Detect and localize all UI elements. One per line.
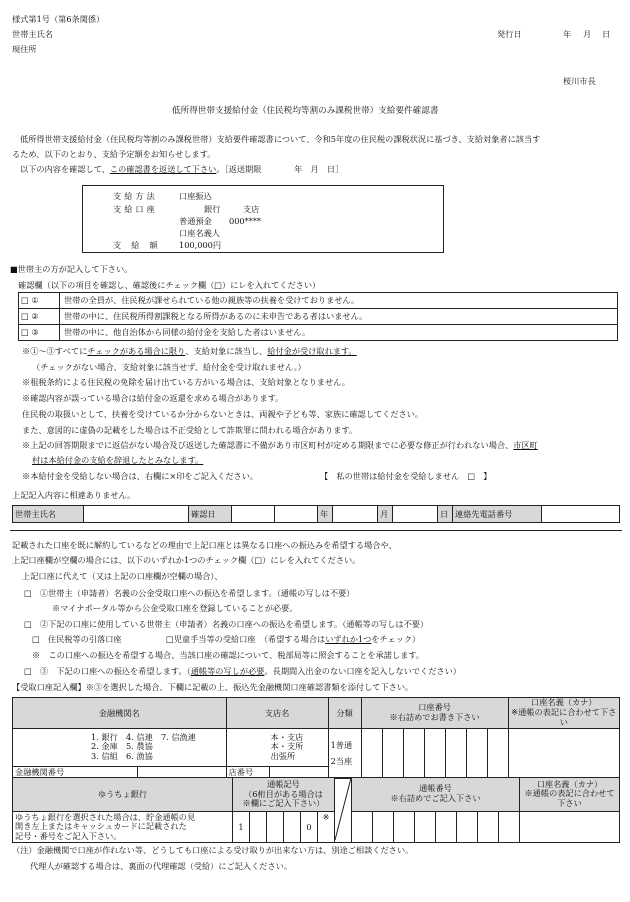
note-7: ※上記の回答期限までに返信がない場合及び返送した確認書に不備があり市区町村が定める期限までに必要な修正が行われない場合、市区町	[22, 440, 538, 450]
confirm-month-unit: 月	[378, 506, 393, 523]
phone-header: 連絡先電話番号	[453, 506, 542, 523]
symbol-sixth-digit[interactable]: ※	[318, 811, 335, 843]
footer-note-2: 代理人が確認する場合は、裏面の代理確認（受給）にご記入ください。	[30, 861, 293, 871]
yucho-holder-field[interactable]	[520, 811, 620, 843]
branch-label: 支店	[243, 204, 260, 214]
symbol-digit[interactable]	[250, 811, 267, 843]
check-text-2: 世帯の中に、住民税所得割課税となる所得があるのに未申告である者はいません。	[60, 309, 618, 325]
address-label: 現住所	[12, 44, 37, 54]
note-8: ※本給付金を受給しない場合は、右欄に×印をご記入ください。	[22, 471, 259, 481]
option-2-b[interactable]: □児童手当等の受給口座 （希望する場合はいずれか1つをチェック）	[166, 634, 421, 644]
confirm-text: 上記記入内容に相違ありません。	[12, 490, 136, 500]
issue-date-label: 発行日	[497, 29, 522, 39]
check-box-1[interactable]: □ ①	[19, 293, 60, 309]
note-2: （チェックがない場合、支給対象に該当せず、給付金を受け取れません。）	[32, 362, 306, 372]
option-1[interactable]: □ ①世帯主（申請者）名義の公金受取口座への振込を希望します。（通帳の写しは不要）	[24, 588, 355, 598]
branch-header: 支店名	[226, 698, 328, 729]
account-digit[interactable]	[382, 728, 403, 778]
option-2-a[interactable]: □ 住民税等の引落口座	[32, 634, 122, 644]
footer-note-1: （注）金融機関で口座が作れない等、どうしても口座による受け取りが出来ない方は、別途ご相談ください。	[12, 845, 414, 855]
account-holder-header: 口座名義（カナ） ※通帳の表記に合わせて下さい	[508, 698, 619, 729]
symbol-digit[interactable]	[284, 811, 301, 843]
yucho-holder-header: 口座名義（カナ） ※通帳の表記に合わせて下さい	[520, 778, 620, 812]
account-holder-field[interactable]	[508, 728, 619, 778]
confirmation-checklist	[18, 292, 618, 341]
passbook-digit[interactable]	[352, 811, 373, 843]
passbook-digit[interactable]	[436, 811, 457, 843]
issue-day: 日	[602, 29, 611, 39]
issue-year: 年	[563, 29, 572, 39]
account-digit[interactable]	[487, 728, 508, 778]
signature-row	[12, 505, 620, 523]
confirm-year-field[interactable]	[232, 506, 275, 523]
passbook-number-header: 通帳番号 ※右詰めでご記入下さい	[352, 778, 520, 812]
householder-name-header: 世帯主氏名	[13, 506, 84, 523]
intro-line-2: るため、以下のとおり、支給予定額をお知らせします。	[12, 149, 216, 159]
return-instruction: この確認書を返送して下さい	[109, 164, 217, 174]
institution-header: 金融機関名	[13, 698, 227, 729]
slash-line	[335, 778, 351, 840]
symbol-digit-zero: 0	[301, 811, 318, 843]
branch-code-label: 店番号	[226, 766, 269, 778]
payment-method-label: 支給方法	[113, 191, 158, 201]
symbol-digit[interactable]	[267, 811, 284, 843]
account-digit[interactable]	[466, 728, 487, 778]
account-number: 000****	[229, 216, 262, 226]
bank-account-table	[12, 697, 620, 779]
intro-line-3: 以下の内容を確認して、この確認書を返送して下さい。［返送期限 年 月 日］	[20, 164, 344, 174]
account-digit[interactable]	[361, 728, 382, 778]
check-text-3: 世帯の中に、他自治体から同様の給付金を支給した者はいません。	[60, 325, 618, 341]
check-item-3	[19, 325, 618, 341]
account-holder: 口座名義人	[179, 228, 220, 238]
branch-type-field[interactable]: 本・支店 本・支所 出張所	[226, 728, 328, 766]
issuer: 桜川市長	[563, 76, 596, 86]
check-box-3[interactable]: □ ③	[19, 325, 60, 341]
payment-info-box	[82, 185, 444, 253]
payment-account-label: 支給口座	[113, 204, 158, 214]
householder-name-label: 世帯主氏名	[12, 29, 53, 39]
passbook-digit[interactable]	[394, 811, 415, 843]
account-kind-field[interactable]: 1普通 2当座	[328, 728, 361, 778]
passbook-digit[interactable]	[499, 811, 520, 843]
section2-p3: 上記口座に代えて（又は上記の口座欄が空欄の場合）、	[22, 571, 223, 581]
confirm-day-field[interactable]	[393, 506, 438, 523]
note-1: ※①〜③すべてにチェックがある場合に限り、支給対象に該当し、給付金が受け取れます。	[22, 346, 357, 356]
confirm-day-unit: 日	[438, 506, 453, 523]
confirm-date-header: 確認日	[189, 506, 232, 523]
confirm-month-field[interactable]	[333, 506, 378, 523]
intro-line-1: 低所得世帯支援給付金（住民税均等割のみ課税世帯）支給要件確認書について、令和5年度の住民税の課税状況に基づき、支給対象者に該当す	[20, 134, 541, 144]
passbook-digit[interactable]	[415, 811, 436, 843]
option-2-note: ※ この口座への振込を希望する場合、当該口座の確認について、税部局等に照会することを承諾します。	[32, 650, 425, 660]
check-box-2[interactable]: □ ②	[19, 309, 60, 325]
payment-amount-value: 100,000円	[179, 240, 222, 250]
account-heading: 【受取口座記入欄】※③を選択した場合、下欄に記載の上、振込先金融機関口座確認書類を添付して下さい。	[12, 682, 414, 692]
bank-label: 銀行	[204, 204, 221, 214]
note-3: ※租税条約による住民税の免除を届け出ている方がいる場合は、支給対象となりません。	[22, 377, 350, 387]
payment-method-value: 口座振込	[179, 191, 212, 201]
confirm-year-unit: 年	[318, 506, 333, 523]
account-digit[interactable]	[424, 728, 445, 778]
yucho-account-table	[12, 777, 620, 843]
institution-type-field[interactable]: 1. 銀行 4. 信連 7. 信漁連 2. 金庫 5. 農協 3. 信組 6. 漁協	[13, 728, 227, 766]
symbol-digit-1: 1	[233, 811, 250, 843]
kind-header: 分類	[328, 698, 361, 729]
decline-checkbox[interactable]: 【 私の世帯は給付金を受給しません □ 】	[320, 471, 492, 481]
slash-separator	[335, 778, 352, 843]
passbook-digit[interactable]	[373, 811, 394, 843]
phone-field[interactable]	[542, 506, 620, 523]
institution-code-label: 金融機関番号	[13, 766, 138, 778]
account-type: 普通預金	[179, 216, 212, 226]
divider	[10, 530, 622, 531]
issue-month: 月	[583, 29, 592, 39]
form-number: 様式第1号（第6条関係）	[12, 14, 105, 24]
account-number-header: 口座番号 ※右詰めでお書き下さい	[361, 698, 508, 729]
passbook-symbol-header: 通帳記号 （6桁目がある場合は ※欄にご記入下さい）	[233, 778, 335, 812]
check-text-1: 世帯の全員が、住民税が課せられている他の親族等の扶養を受けておりません。	[60, 293, 618, 309]
section1-instruction: 確認欄（以下の項目を確認し、確認後にチェック欄（□）にレを入れてください）	[18, 280, 321, 290]
section2-p1: 記載された口座を既に解約しているなどの理由で上記口座とは異なる口座への振込みを希望する場合や、	[12, 540, 397, 550]
account-digit[interactable]	[445, 728, 466, 778]
check-item-2	[19, 309, 618, 325]
passbook-digit[interactable]	[457, 811, 478, 843]
payment-amount-label: 支給額	[113, 240, 168, 250]
note-5: 住民税の取扱いとして、扶養を受けているか分からないときは、両親や子ども等、家族に確認してください。	[22, 409, 424, 419]
option-1-note: ※マイナポータル等から公金受取口座を登録していることが必要。	[52, 603, 298, 613]
check-item-1	[19, 293, 618, 309]
householder-name-field[interactable]	[84, 506, 189, 523]
document-title: 低所得世帯支援給付金（住民税均等割のみ課税世帯）支給要件確認書	[172, 106, 439, 116]
yucho-title: ゆうちょ銀行	[13, 778, 233, 812]
option-3[interactable]: □ ③ 下記の口座への振込を希望します。（通帳等の写しが必要。長期間入出金のない口座を記入しないでください）	[24, 666, 461, 676]
note-7-cont: 村は本給付金の支給を辞退したとみなします。	[32, 455, 204, 465]
note-4: ※確認内容が誤っている場合は給付金の返還を求める場合があります。	[22, 393, 284, 403]
account-digit[interactable]	[403, 728, 424, 778]
note-6: また、意図的に虚偽の記載をした場合は不正受給として詐欺罪に問われる場合があります。	[22, 425, 358, 435]
option-2[interactable]: □ ②下記の口座に使用している世帯主（申請者）名義の口座への振込を希望します。（通帳等の写しは不要）	[24, 619, 429, 629]
yucho-description: ゆうちょ銀行を選択された場合は、貯金通帳の見 開き左上またはキャッシュカードに記載された 記号・番号をご記入下さい。	[13, 811, 233, 843]
section2-p2: 上記口座欄が空欄の場合には、以下のいずれか1つのチェック欄（□）にレを入れてください。	[12, 555, 361, 565]
section1-heading: ■世帯主の方が記入して下さい。	[10, 264, 133, 274]
passbook-digit[interactable]	[478, 811, 499, 843]
